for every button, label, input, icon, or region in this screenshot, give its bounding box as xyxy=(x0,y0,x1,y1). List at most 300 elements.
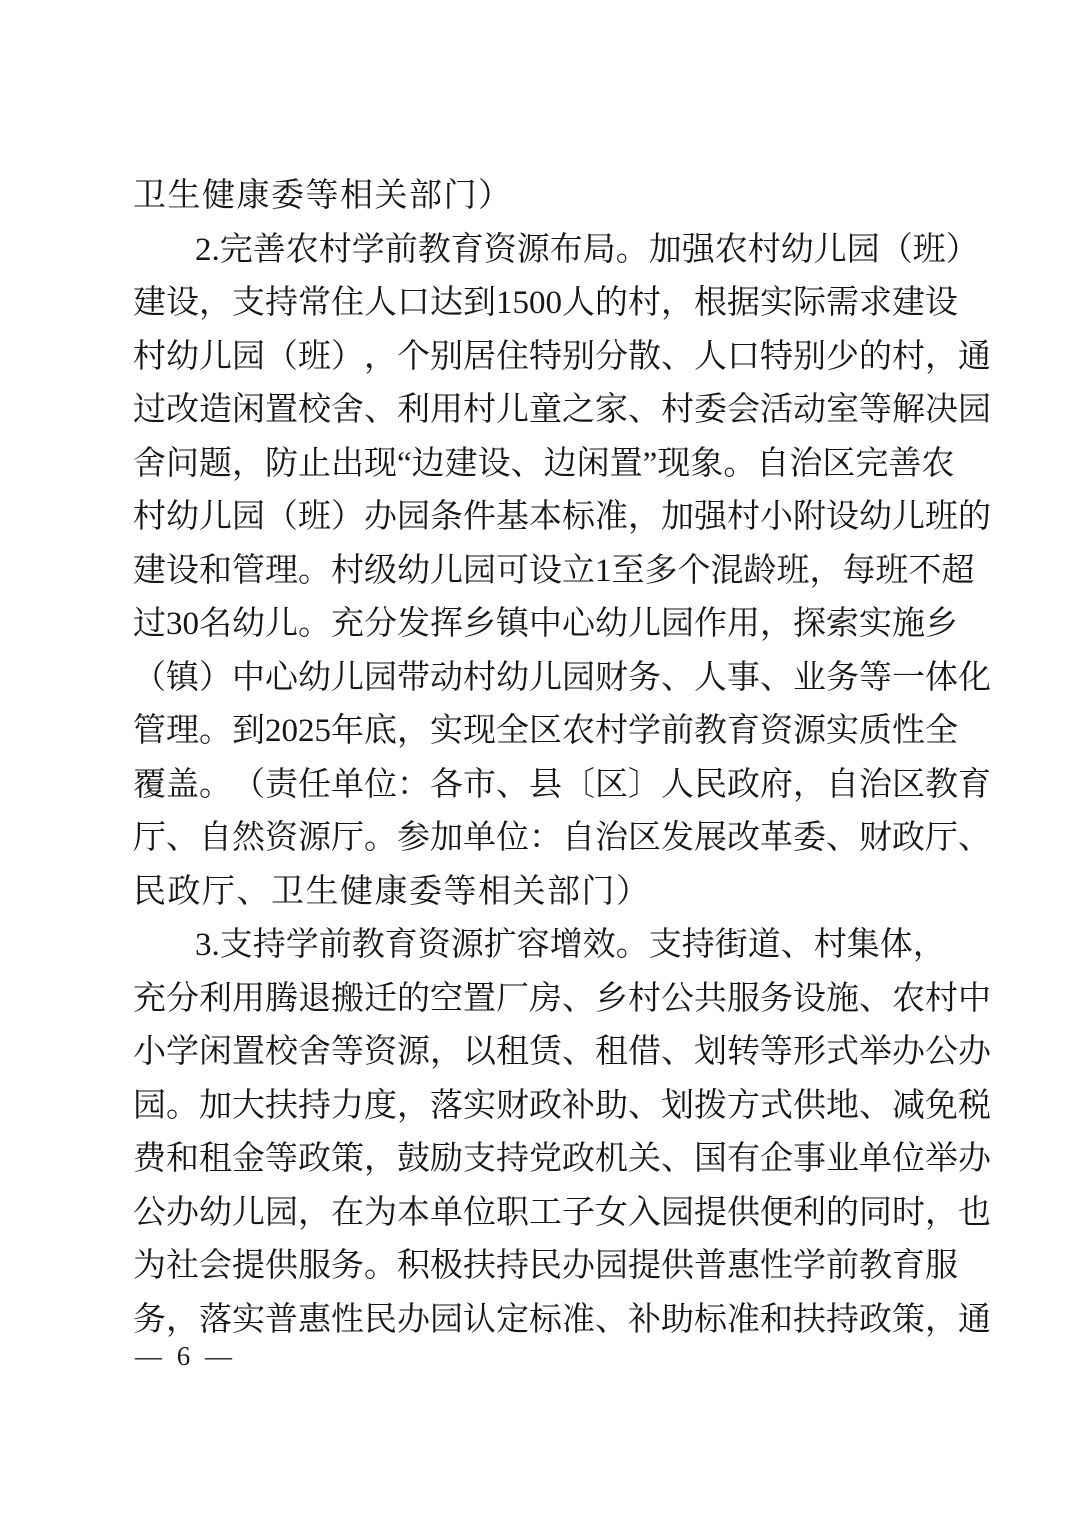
text-glyph: 条 xyxy=(430,499,463,535)
document-body xyxy=(133,170,991,1347)
text-glyph: 园 xyxy=(133,1087,166,1124)
text-glyph: 普 xyxy=(694,1248,727,1284)
text-glyph: 幼 xyxy=(166,338,199,375)
text-glyph: 政 xyxy=(529,1087,562,1124)
text-glyph: 持 xyxy=(265,285,298,321)
text-glyph: “ xyxy=(397,445,412,482)
text-glyph: 村 xyxy=(661,392,694,428)
text-glyph: 厅 xyxy=(925,820,958,856)
text-glyph: 时 xyxy=(892,1194,925,1231)
text-glyph: 、 xyxy=(661,659,694,696)
text-glyph: 象 xyxy=(690,445,724,482)
text-glyph: 据 xyxy=(727,285,760,321)
text-glyph: 体 xyxy=(925,659,958,696)
text-glyph: 动 xyxy=(430,659,463,696)
text-glyph: 学 xyxy=(793,1248,826,1284)
text-glyph: 用 xyxy=(727,606,760,642)
text-glyph: 中 xyxy=(958,980,991,1017)
text-glyph: 办 xyxy=(958,1034,991,1070)
text-glyph: 中 xyxy=(529,606,562,642)
text-glyph: 、 xyxy=(780,927,814,963)
text-glyph: 子 xyxy=(562,1194,595,1231)
text-glyph: 、 xyxy=(595,1301,628,1338)
text-glyph: 办 xyxy=(958,1141,991,1177)
text-glyph: 设 xyxy=(826,499,859,535)
text-glyph: 借 xyxy=(628,1034,661,1070)
text-glyph: ， xyxy=(925,1194,958,1231)
text-glyph: ， xyxy=(364,1141,397,1177)
text-glyph: 民 xyxy=(694,766,727,803)
text-glyph: 扶 xyxy=(793,1301,826,1338)
text-glyph: 前 xyxy=(318,927,352,963)
text-glyph: 提 xyxy=(694,1194,727,1231)
text-glyph: 办 xyxy=(166,1194,199,1231)
text-glyph: 附 xyxy=(793,499,826,535)
text-glyph: 村 xyxy=(813,927,847,963)
text-glyph: 便 xyxy=(760,1194,793,1231)
text-glyph: 业 xyxy=(826,1141,859,1177)
text-glyph: 立 xyxy=(562,552,595,589)
text-glyph: 求 xyxy=(859,285,892,321)
text-glyph: 作 xyxy=(694,606,727,642)
text-glyph: 混 xyxy=(710,552,744,589)
text-glyph: ： xyxy=(529,820,562,856)
text-glyph: 至 xyxy=(611,552,645,589)
text-glyph: 厅 xyxy=(133,820,166,856)
text-glyph: 闲 xyxy=(232,392,265,428)
text-glyph: 会 xyxy=(727,392,760,428)
text-glyph: 过 xyxy=(133,392,166,428)
text-glyph: 实 xyxy=(760,285,793,321)
text-glyph: 源 xyxy=(397,1034,430,1070)
text-glyph: 公 xyxy=(925,1034,958,1070)
text-glyph: 利 xyxy=(397,392,430,428)
text-glyph: 自 xyxy=(756,445,790,482)
text-glyph: 、 xyxy=(826,820,859,856)
text-glyph: 持 xyxy=(826,1301,859,1338)
text-glyph: 达 xyxy=(430,285,463,321)
text-glyph: 等 xyxy=(331,1034,364,1070)
text-glyph: 准 xyxy=(562,1301,595,1338)
text-glyph: 资 xyxy=(364,1034,397,1070)
text-glyph: 校 xyxy=(265,1034,298,1070)
text-glyph: 别 xyxy=(793,338,826,375)
text-glyph: 个 xyxy=(397,338,430,375)
text-glyph: 镇 xyxy=(496,606,529,642)
text-glyph: ， xyxy=(661,285,694,321)
text-glyph: 园 xyxy=(958,392,991,428)
text-glyph: 积 xyxy=(397,1248,430,1284)
text-glyph: 方 xyxy=(727,1087,760,1124)
text-glyph: 个 xyxy=(677,552,711,589)
text-glyph: ， xyxy=(199,285,232,321)
text-glyph: 乡 xyxy=(463,606,496,642)
text-glyph: 儿 xyxy=(331,659,364,696)
text-glyph: 支 xyxy=(219,927,253,963)
text-glyph: 单 xyxy=(859,1141,892,1177)
text-glyph: 舍 xyxy=(133,445,166,482)
text-glyph: 源 xyxy=(793,713,826,749)
text-line xyxy=(133,224,979,278)
text-glyph: 儿 xyxy=(199,499,232,535)
text-glyph: 2025 xyxy=(265,713,331,749)
text-glyph: （ xyxy=(879,231,913,268)
text-glyph: 基 xyxy=(496,499,529,535)
text-glyph: （ xyxy=(265,499,298,535)
text-glyph: ， xyxy=(925,338,958,375)
text-glyph: 持 xyxy=(298,1087,331,1124)
text-glyph: ” xyxy=(642,445,658,482)
text-glyph: 财 xyxy=(496,1087,529,1124)
text-glyph: 女 xyxy=(595,1194,628,1231)
text-glyph: 多 xyxy=(644,552,678,589)
text-glyph: 设 xyxy=(166,285,199,321)
text-glyph: 善 xyxy=(252,231,286,268)
text-glyph: 在 xyxy=(331,1194,364,1231)
text-glyph: 支 xyxy=(232,285,265,321)
text-glyph: 政 xyxy=(298,1141,331,1177)
text-glyph: 退 xyxy=(298,980,331,1017)
text-glyph: 。 xyxy=(364,820,397,856)
text-glyph: 常 xyxy=(298,285,331,321)
text-glyph: 置 xyxy=(232,1034,265,1070)
text-glyph: 全 xyxy=(925,713,958,749)
text-glyph: 金 xyxy=(232,1141,265,1177)
page-footer xyxy=(135,1338,236,1374)
text-glyph: 校 xyxy=(298,392,331,428)
text-glyph: 1 xyxy=(595,552,612,589)
text-glyph: 村 xyxy=(463,659,496,696)
text-glyph: 区 xyxy=(628,820,661,856)
text-glyph: 的 xyxy=(958,499,991,535)
text-glyph: 服 xyxy=(298,1248,331,1284)
text-glyph: 住 xyxy=(496,338,529,375)
text-glyph: 乡 xyxy=(925,606,958,642)
text-glyph: 心 xyxy=(562,606,595,642)
text-line xyxy=(133,919,946,973)
text-glyph: 机 xyxy=(595,1141,628,1177)
text-glyph: 家 xyxy=(595,392,628,428)
text-glyph: 教 xyxy=(859,1248,892,1284)
text-glyph: 效 xyxy=(582,927,616,963)
text-glyph: 儿 xyxy=(430,552,463,589)
text-glyph: 服 xyxy=(727,980,760,1017)
text-glyph: 租 xyxy=(496,1034,529,1070)
text-glyph: 扩 xyxy=(483,927,517,963)
text-glyph: 前 xyxy=(826,1248,859,1284)
text-glyph: 容 xyxy=(516,927,550,963)
text-glyph: 设 xyxy=(793,980,826,1017)
text-glyph: 室 xyxy=(826,392,859,428)
text-glyph: 2. xyxy=(195,231,220,268)
text-glyph: 赁 xyxy=(529,1034,562,1070)
text-glyph: 现 xyxy=(463,713,496,749)
text-glyph: 班 xyxy=(776,552,810,589)
text-glyph: 等 xyxy=(859,392,892,428)
text-glyph: 分 xyxy=(595,338,628,375)
text-glyph: 体 xyxy=(879,927,913,963)
text-glyph: 现 xyxy=(364,445,397,482)
text-glyph: ， xyxy=(397,1087,430,1124)
text-glyph: 村 xyxy=(331,552,364,589)
text-glyph: 、 xyxy=(628,1087,661,1124)
text-glyph: 政 xyxy=(859,1301,892,1338)
text-glyph: 育 xyxy=(958,766,991,803)
text-glyph: ， xyxy=(397,713,430,749)
text-glyph: （ xyxy=(265,338,298,375)
text-glyph: 定 xyxy=(496,1301,529,1338)
text-glyph: 民 xyxy=(529,1248,562,1284)
text-glyph: 增 xyxy=(549,927,583,963)
text-glyph: 置 xyxy=(609,445,643,482)
text-glyph: 、 xyxy=(661,1034,694,1070)
text-glyph: 现 xyxy=(657,445,691,482)
text-glyph: 人 xyxy=(694,659,727,696)
text-glyph: 准 xyxy=(595,499,628,535)
text-glyph: 任 xyxy=(298,766,331,803)
text-glyph: 源 xyxy=(516,231,550,268)
text-glyph: 教 xyxy=(417,231,451,268)
text-glyph: 策 xyxy=(892,1301,925,1338)
text-glyph: 改 xyxy=(166,392,199,428)
text-glyph: 的 xyxy=(826,1194,859,1231)
text-glyph: 业 xyxy=(793,659,826,696)
text-glyph: 儿 xyxy=(496,392,529,428)
text-glyph: 园 xyxy=(463,552,496,589)
text-glyph: ） xyxy=(331,338,364,375)
text-glyph: 企 xyxy=(760,1141,793,1177)
text-glyph: 幼 xyxy=(298,659,331,696)
text-glyph: 特 xyxy=(760,338,793,375)
text-glyph: 人 xyxy=(364,285,397,321)
text-glyph: 儿 xyxy=(529,659,562,696)
text-glyph: 幼 xyxy=(166,499,199,535)
text-glyph: 施 xyxy=(892,606,925,642)
text-glyph: 到 xyxy=(463,285,496,321)
text-glyph: 加 xyxy=(199,1087,232,1124)
text-glyph: 建 xyxy=(133,552,166,589)
text-glyph: 补 xyxy=(628,1301,661,1338)
text-glyph: 供 xyxy=(265,1248,298,1284)
text-glyph: 利 xyxy=(199,980,232,1017)
text-glyph: 质 xyxy=(859,713,892,749)
text-glyph: 支 xyxy=(463,1141,496,1177)
text-glyph: 充 xyxy=(133,980,166,1017)
text-glyph: 需 xyxy=(826,285,859,321)
text-line xyxy=(133,812,991,866)
text-glyph: 社 xyxy=(166,1248,199,1284)
text-glyph: 责 xyxy=(265,766,298,803)
text-glyph: 自 xyxy=(826,766,859,803)
text-glyph: 拨 xyxy=(694,1087,727,1124)
text-glyph: ， xyxy=(430,1034,463,1070)
text-glyph: 村 xyxy=(595,713,628,749)
text-glyph: 惠 xyxy=(727,1248,760,1284)
text-glyph: ） xyxy=(945,231,979,268)
text-glyph: 位 xyxy=(496,820,529,856)
text-glyph: 园 xyxy=(846,231,880,268)
text-glyph: 设 xyxy=(477,445,511,482)
text-glyph: 完 xyxy=(855,445,889,482)
text-glyph: 园 xyxy=(397,499,430,535)
text-glyph: 位 xyxy=(364,766,397,803)
text-glyph: 助 xyxy=(661,1301,694,1338)
text-glyph: 区 xyxy=(892,766,925,803)
text-glyph: 集 xyxy=(846,927,880,963)
text-glyph: 公 xyxy=(133,1194,166,1231)
text-line xyxy=(133,331,991,385)
text-glyph: 租 xyxy=(199,1141,232,1177)
text-glyph: 置 xyxy=(265,392,298,428)
text-glyph: 村 xyxy=(628,980,661,1017)
text-glyph: 用 xyxy=(430,392,463,428)
text-glyph: 财 xyxy=(859,820,892,856)
text-glyph: 同 xyxy=(859,1194,892,1231)
text-glyph: 持 xyxy=(681,927,715,963)
text-glyph: 革 xyxy=(760,820,793,856)
text-glyph: 童 xyxy=(529,392,562,428)
text-glyph: 参 xyxy=(397,820,430,856)
text-glyph: 为 xyxy=(364,1194,397,1231)
text-glyph: 盖 xyxy=(166,766,199,803)
text-glyph: 供 xyxy=(793,1087,826,1124)
text-glyph: 建 xyxy=(892,285,925,321)
text-glyph: 索 xyxy=(826,606,859,642)
text-glyph: 布 xyxy=(549,231,583,268)
text-glyph: 等 xyxy=(859,659,892,696)
text-glyph: 分 xyxy=(364,606,397,642)
text-glyph: 前 xyxy=(384,231,418,268)
text-glyph: 惠 xyxy=(298,1301,331,1338)
text-glyph: 心 xyxy=(265,659,298,696)
text-glyph: ： xyxy=(397,766,430,803)
text-glyph: 本 xyxy=(397,1194,430,1231)
text-glyph: 实 xyxy=(232,1301,265,1338)
text-glyph: 资 xyxy=(265,820,298,856)
text-glyph: 小 xyxy=(133,1034,166,1070)
text-line xyxy=(133,705,958,759)
text-glyph: 位 xyxy=(463,1194,496,1231)
text-glyph: 。 xyxy=(723,445,757,482)
text-line: 卫生健康委等相关部门） xyxy=(133,178,513,214)
text-glyph: 每 xyxy=(842,552,876,589)
text-glyph: 然 xyxy=(232,820,265,856)
text-glyph: 农 xyxy=(285,231,319,268)
text-glyph: 助 xyxy=(595,1087,628,1124)
text-glyph: 特 xyxy=(529,338,562,375)
text-glyph: 免 xyxy=(925,1087,958,1124)
text-glyph: 强 xyxy=(681,231,715,268)
text-glyph: 、 xyxy=(364,392,397,428)
text-line xyxy=(133,1026,991,1080)
text-glyph: 园 xyxy=(430,1301,463,1338)
text-glyph: 不 xyxy=(908,552,942,589)
text-glyph: 治 xyxy=(595,820,628,856)
text-glyph: 儿 xyxy=(232,1194,265,1231)
text-glyph: 普 xyxy=(265,1301,298,1338)
text-glyph: 儿 xyxy=(892,499,925,535)
text-glyph: 费 xyxy=(133,1141,166,1177)
text-glyph: 问 xyxy=(166,445,199,482)
text-glyph: 。 xyxy=(615,231,649,268)
text-glyph: 龄 xyxy=(743,552,777,589)
text-glyph: ， xyxy=(912,927,946,963)
text-glyph: 举 xyxy=(859,1034,892,1070)
text-glyph: 园 xyxy=(595,1248,628,1284)
text-glyph: 造 xyxy=(199,392,232,428)
text-glyph: 教 xyxy=(925,766,958,803)
text-glyph: 〔 xyxy=(562,766,595,803)
text-glyph: 出 xyxy=(331,445,364,482)
text-glyph: 学 xyxy=(628,713,661,749)
text-glyph: 治 xyxy=(859,766,892,803)
text-glyph: 加 xyxy=(648,231,682,268)
text-glyph: 务 xyxy=(826,659,859,696)
text-glyph: 划 xyxy=(694,1034,727,1070)
text-glyph: 儿 xyxy=(199,338,232,375)
text-glyph: 入 xyxy=(628,1194,661,1231)
text-glyph: 村 xyxy=(925,980,958,1017)
text-glyph: 委 xyxy=(793,820,826,856)
text-glyph: 办 xyxy=(397,1301,430,1338)
text-glyph: （ xyxy=(232,766,265,803)
text-glyph: 厂 xyxy=(496,980,529,1017)
text-glyph: 建 xyxy=(133,285,166,321)
text-glyph: 舍 xyxy=(298,1034,331,1070)
text-glyph: 转 xyxy=(727,1034,760,1070)
text-glyph: 园 xyxy=(562,659,595,696)
text-glyph: 村 xyxy=(133,499,166,535)
text-line xyxy=(133,384,991,438)
text-glyph: 事 xyxy=(793,1141,826,1177)
text-glyph: 也 xyxy=(958,1194,991,1231)
text-glyph: 件 xyxy=(463,499,496,535)
text-glyph: 实 xyxy=(859,606,892,642)
text-glyph: 边 xyxy=(411,445,445,482)
text-glyph: 散 xyxy=(628,338,661,375)
text-glyph: 名 xyxy=(199,606,232,642)
text-glyph: ， xyxy=(166,1301,199,1338)
text-glyph: 学 xyxy=(285,927,319,963)
text-glyph: 财 xyxy=(595,659,628,696)
text-glyph: 国 xyxy=(694,1141,727,1177)
text-glyph: 性 xyxy=(331,1301,364,1338)
text-glyph: 区 xyxy=(529,713,562,749)
text-glyph: 支 xyxy=(648,927,682,963)
text-glyph: 班 xyxy=(875,552,909,589)
text-glyph: 动 xyxy=(793,392,826,428)
text-glyph: 扶 xyxy=(463,1248,496,1284)
text-glyph: 村 xyxy=(133,338,166,375)
text-glyph: 挥 xyxy=(430,606,463,642)
text-glyph: 际 xyxy=(793,285,826,321)
text-line: 民政厅、卫生健康委等相关部门） xyxy=(133,873,651,910)
text-glyph: 可 xyxy=(496,552,529,589)
text-glyph: 和 xyxy=(166,1141,199,1177)
text-glyph: 用 xyxy=(232,980,265,1017)
text-glyph: 、 xyxy=(661,1141,694,1177)
text-glyph: 单 xyxy=(463,820,496,856)
text-glyph: 居 xyxy=(463,338,496,375)
text-glyph: 村 xyxy=(463,392,496,428)
text-glyph: 持 xyxy=(496,1248,529,1284)
text-glyph: 性 xyxy=(892,713,925,749)
text-glyph: 镇 xyxy=(166,659,199,696)
text-glyph: 励 xyxy=(430,1141,463,1177)
text-glyph: 村 xyxy=(628,285,661,321)
text-glyph: 善 xyxy=(888,445,922,482)
text-glyph: 补 xyxy=(562,1087,595,1124)
